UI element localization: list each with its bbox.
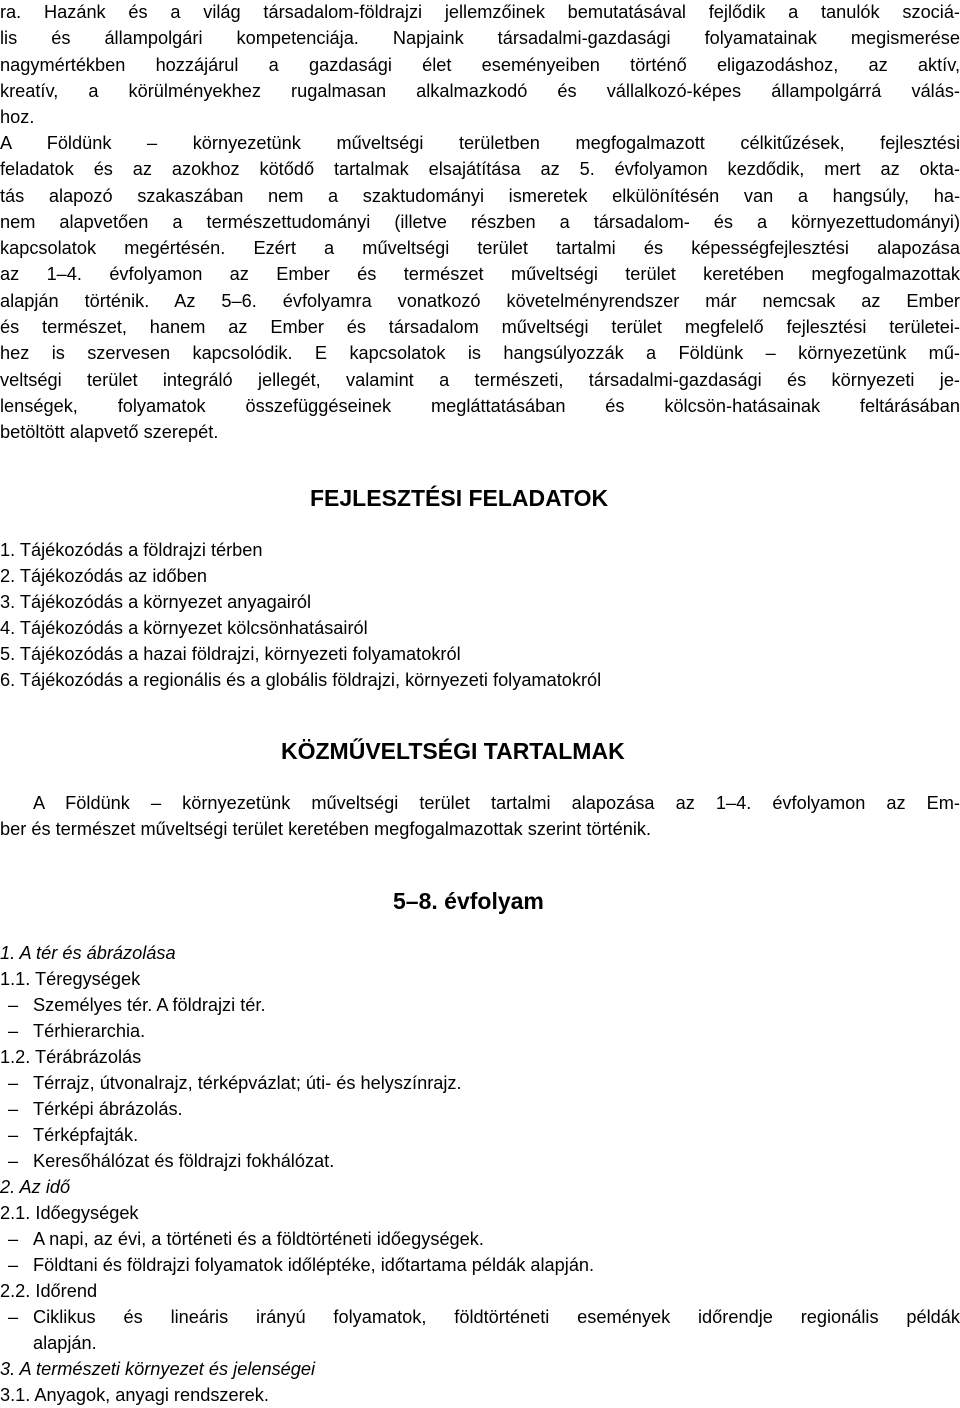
- outline-subtopic: [0, 1278, 960, 1304]
- text-line: lis és állampolgári kompetenciája. Napjaink társadalmi-gazdasági folyamatainak megismerése: [0, 28, 960, 49]
- text-line: veltségi terület integráló jellegét, valamint a természeti, társadalmi-gazdasági és környezeti je-: [0, 369, 960, 390]
- outline-item: [0, 1304, 960, 1356]
- grade-heading: 5–8. évfolyam: [393, 888, 544, 914]
- text-line: hoz.: [0, 107, 35, 128]
- item-text: Térképfajták.: [33, 1125, 139, 1145]
- outline-topic: [0, 940, 960, 966]
- outline-subtopic: [0, 1382, 960, 1408]
- outline-item: [0, 1122, 960, 1148]
- list-item: 5. Tájékozódás a hazai földrajzi, környezeti folyamatokról: [0, 644, 461, 664]
- outline-topic: [0, 1174, 960, 1200]
- outline-item: [0, 1096, 960, 1122]
- section-heading-core-content: KÖZMŰVELTSÉGI TARTALMAK: [281, 738, 625, 764]
- subtopic-title: 1.2. Térábrázolás: [0, 1047, 142, 1067]
- list-item: 4. Tájékozódás a környezet kölcsönhatásairól: [0, 618, 368, 638]
- outline-topic: [0, 1356, 960, 1382]
- outline-item: [0, 1070, 960, 1096]
- text-line: betöltött alapvető szerepét.: [0, 422, 219, 443]
- item-text: Térképi ábrázolás.: [33, 1099, 183, 1119]
- subtopic-title: 1.1. Téregységek: [0, 969, 141, 989]
- list-item: 3. Tájékozódás a környezet anyagairól: [0, 592, 312, 612]
- list-item: 1. Tájékozódás a földrajzi térben: [0, 540, 263, 560]
- item-text: A napi, az évi, a történeti és a földtörténeti időegységek.: [33, 1229, 484, 1249]
- text-line: A Földünk – környezetünk műveltségi terület tartalmi alapozása az 1–4. évfolyamon az Em-: [33, 793, 960, 813]
- core-content-paragraph: [0, 790, 960, 843]
- outline-item: [0, 1148, 960, 1174]
- text-line: nem alapvetően a természettudományi (illetve részben a társadalom- és a környezettudományi): [0, 211, 960, 232]
- text-line: és természet, hanem az Ember és társadalom műveltségi terület megfelelő fejlesztési területei-: [0, 317, 960, 338]
- item-text: Földtani és földrajzi folyamatok időléptéke, időtartama példák alapján.: [33, 1255, 595, 1275]
- text-line: A Földünk – környezetünk műveltségi területben megfogalmazott célkitűzések, fejlesztési: [0, 133, 960, 153]
- topic-title: 3. A természeti környezet és jelenségei: [0, 1359, 316, 1379]
- text-line: kapcsolatok megértésén. Ezért a műveltségi terület tartalmi és képességfejlesztési alapozása: [0, 238, 960, 259]
- item-text: Keresőhálózat és földrajzi fokhálózat.: [33, 1151, 335, 1171]
- dash-bullet: –: [8, 1307, 19, 1327]
- outline-item: [0, 992, 960, 1018]
- text-line: az 1–4. évfolyamon az Ember és természet műveltségi terület keretében megfogalmazottak: [0, 264, 960, 285]
- text-line: kreatív, a körülményekhez rugalmasan alkalmazkodó és vállalkozó-képes állampolgárrá válás-: [0, 80, 960, 101]
- list-item: 6. Tájékozódás a regionális és a globális földrajzi, környezeti folyamatokról: [0, 670, 602, 690]
- item-text-line: alapján.: [33, 1333, 97, 1353]
- dash-bullet: –: [8, 1099, 19, 1119]
- list-item: 2. Tájékozódás az időben: [0, 566, 207, 586]
- section-heading-development-tasks: FEJLESZTÉSI FELADATOK: [310, 485, 609, 511]
- topic-title: 2. Az idő: [0, 1177, 71, 1197]
- development-task-list: [0, 537, 601, 693]
- text-line: tás alapozó szakaszában nem a szaktudományi ismeretek elkülönítésén van a hangsúly, ha-: [0, 185, 960, 206]
- text-line: nagymértékben hozzájárul a gazdasági élet eseményeiben történő eligazodáshoz, az aktív,: [0, 54, 960, 75]
- outline-subtopic: [0, 1044, 960, 1070]
- text-line: feladatok és az azokhoz kötődő tartalmak elsajátítása az 5. évfolyamon kezdődik, mert az okta-: [0, 159, 960, 180]
- topic-title: 1. A tér és ábrázolása: [0, 943, 176, 963]
- dash-bullet: –: [8, 1021, 19, 1041]
- content-outline: [0, 940, 960, 1408]
- text-line: alapján történik. Az 5–6. évfolyamra vonatkozó követelményrendszer már nemcsak az Ember: [0, 290, 960, 311]
- outline-item: [0, 1252, 960, 1278]
- text-line: ber és természet műveltségi terület keretében megfogalmazottak szerint történik.: [0, 819, 652, 840]
- dash-bullet: –: [8, 1125, 19, 1145]
- intro-paragraph: [0, 0, 960, 130]
- outline-item: [0, 1226, 960, 1252]
- text-line: ra. Hazánk és a világ társadalom-földrajzi jellemzőinek bemutatásával fejlődik a tanulók szociá-: [0, 2, 960, 22]
- dash-bullet: –: [8, 1073, 19, 1093]
- text-line: hez is szervesen kapcsolódik. E kapcsolatok is hangsúlyozzák a Földünk – környezetünk mű-: [0, 343, 960, 364]
- dash-bullet: –: [8, 995, 19, 1015]
- item-text: [0, 1304, 960, 1356]
- item-text: Térhierarchia.: [33, 1021, 146, 1041]
- item-text: Térrajz, útvonalrajz, térképvázlat; úti- és helyszínrajz.: [33, 1073, 462, 1093]
- subtopic-title: 2.1. Időegységek: [0, 1203, 139, 1223]
- dash-bullet: –: [8, 1151, 19, 1171]
- outline-item: [0, 1018, 960, 1044]
- dash-bullet: –: [8, 1229, 19, 1249]
- outline-subtopic: [0, 966, 960, 992]
- outline-subtopic: [0, 1200, 960, 1226]
- text-line: lenségek, folyamatok összefüggéseinek megláttatásában és kölcsön-hatásainak feltárásában: [0, 395, 960, 416]
- dash-bullet: –: [8, 1255, 19, 1275]
- body-paragraph: [0, 130, 960, 446]
- item-text-line: Ciklikus és lineáris irányú folyamatok, földtörténeti események időrendje regionális példák: [33, 1307, 960, 1327]
- subtopic-title: 3.1. Anyagok, anyagi rendszerek.: [0, 1385, 269, 1405]
- item-text: Személyes tér. A földrajzi tér.: [33, 995, 266, 1015]
- subtopic-title: 2.2. Időrend: [0, 1281, 98, 1301]
